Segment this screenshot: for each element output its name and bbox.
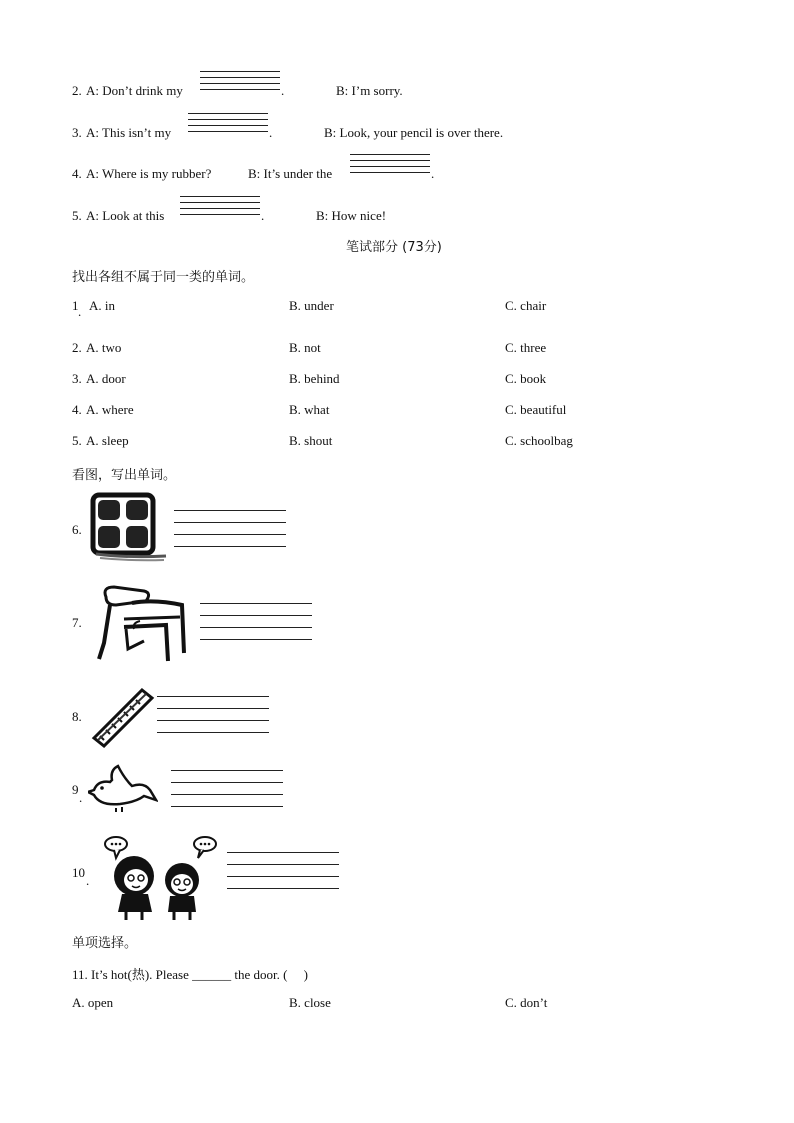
window-icon bbox=[88, 492, 168, 562]
dialogue-num: 5. bbox=[72, 208, 82, 223]
dialogue-b: B: I’m sorry. bbox=[336, 83, 403, 98]
option-a[interactable]: A. sleep bbox=[86, 433, 129, 448]
item-num: 9 bbox=[72, 782, 79, 797]
answer-blank[interactable] bbox=[180, 196, 260, 215]
answer-blank[interactable] bbox=[227, 852, 339, 889]
option-b[interactable]: B. shout bbox=[289, 433, 333, 448]
item-num: 10 bbox=[72, 865, 85, 880]
dialogue-a: A: This isn’t my bbox=[86, 125, 172, 140]
option-a[interactable]: A. in bbox=[89, 298, 115, 313]
section1-title: 找出各组不属于同一类的单词。 bbox=[72, 270, 255, 285]
dialogue-b: B: Look, your pencil is over there. bbox=[324, 125, 504, 140]
row-num: 4. bbox=[72, 402, 82, 417]
dialogue-a: A: Where is my rubber? bbox=[86, 166, 212, 181]
item-dot: . bbox=[86, 873, 90, 888]
section2-title: 看图，写出单词。 bbox=[72, 468, 177, 483]
row-num: 3. bbox=[72, 371, 82, 386]
option-a[interactable]: A. where bbox=[86, 402, 134, 417]
dialogue-dot: . bbox=[431, 166, 435, 181]
written-section-title: 笔试部分 (73分) bbox=[346, 240, 442, 255]
option-c[interactable]: C. beautiful bbox=[505, 402, 567, 417]
dialogue-a: A: Don’t drink my bbox=[86, 83, 183, 98]
item-num: 6. bbox=[72, 522, 82, 537]
dialogue-num: 3. bbox=[72, 125, 82, 140]
answer-blank[interactable] bbox=[200, 603, 312, 640]
option-c[interactable]: C. chair bbox=[505, 298, 547, 313]
choice-b[interactable]: B. close bbox=[289, 995, 331, 1010]
dialogue-b: B: It’s under the bbox=[248, 166, 333, 181]
option-b[interactable]: B. under bbox=[289, 298, 334, 313]
chair-icon bbox=[94, 583, 194, 665]
answer-blank[interactable] bbox=[174, 510, 286, 547]
section3-title: 单项选择。 bbox=[72, 936, 138, 951]
answer-blank[interactable] bbox=[188, 113, 268, 132]
bird-icon bbox=[88, 760, 158, 812]
option-b[interactable]: B. behind bbox=[289, 371, 340, 386]
dialogue-b: B: How nice! bbox=[316, 208, 387, 223]
option-c[interactable]: C. three bbox=[505, 340, 547, 355]
dialogue-dot: . bbox=[281, 83, 285, 98]
girls-icon bbox=[100, 834, 222, 922]
dialogue-dot: . bbox=[269, 125, 273, 140]
option-a[interactable]: A. two bbox=[86, 340, 122, 355]
choice-a[interactable]: A. open bbox=[72, 995, 114, 1010]
ruler-icon bbox=[90, 686, 156, 748]
answer-blank[interactable] bbox=[171, 770, 283, 807]
answer-blank[interactable] bbox=[157, 696, 269, 733]
answer-blank[interactable] bbox=[200, 71, 280, 90]
item-num: 7. bbox=[72, 615, 82, 630]
question-11: 11. It’s hot(热). Please ______ the door. ( ) bbox=[72, 967, 309, 982]
option-a[interactable]: A. door bbox=[86, 371, 126, 386]
item-num: 8. bbox=[72, 709, 82, 724]
choice-c[interactable]: C. don’t bbox=[505, 995, 548, 1010]
row-num: 5. bbox=[72, 433, 82, 448]
dialogue-a: A: Look at this bbox=[86, 208, 165, 223]
row-dot: . bbox=[78, 304, 82, 319]
answer-blank[interactable] bbox=[350, 154, 430, 173]
option-c[interactable]: C. schoolbag bbox=[505, 433, 573, 448]
row-num: 2. bbox=[72, 340, 82, 355]
item-dot: . bbox=[79, 790, 83, 805]
dialogue-num: 4. bbox=[72, 166, 82, 181]
row-num: 1 bbox=[72, 298, 79, 313]
option-b[interactable]: B. not bbox=[289, 340, 321, 355]
option-c[interactable]: C. book bbox=[505, 371, 547, 386]
dialogue-dot: . bbox=[261, 208, 265, 223]
dialogue-num: 2. bbox=[72, 83, 82, 98]
option-b[interactable]: B. what bbox=[289, 402, 330, 417]
